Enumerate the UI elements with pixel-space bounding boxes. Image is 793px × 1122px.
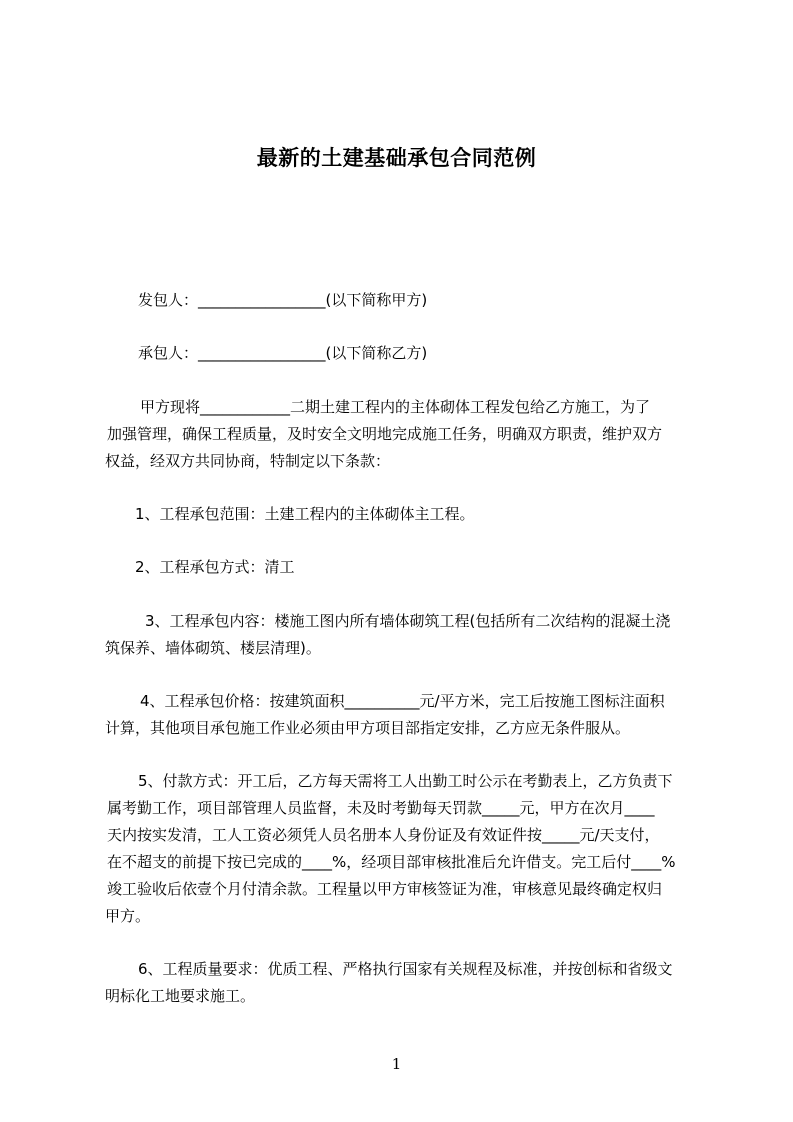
clause-3-line-2: 筑保养、墙体砌筑、楼层清理)。 (105, 639, 321, 657)
clause-6-line-1: 6、工程质量要求：优质工程、严格执行国家有关规程及标准，并按创标和省级文 (138, 960, 673, 978)
intro-line-2: 加强管理，确保工程质量，及时安全文明地完成施工任务，明确双方职责，维护双方 (107, 425, 663, 443)
clause-1: 1、工程承包范围：土建工程内的主体砌体主工程。 (135, 505, 475, 523)
clause-6-line-2: 明标化工地要求施工。 (105, 987, 256, 1005)
clause-5-line-5: 竣工验收后依壹个月付清余款。工程量以甲方审核签证为准，审核意见最终确定权归 (107, 880, 663, 898)
clause-4-line-1: 4、工程承包价格：按建筑面积__________元/平方米，完工后按施工图标注面积 (140, 692, 665, 710)
intro-line-1: 甲方现将____________二期土建工程内的主体砌体工程发包给乙方施工，为了 (140, 398, 651, 416)
clause-5-line-3: 天内按实发清，工人工资必须凭人员名册本人身份证及有效证件按_____元/天支付， (107, 826, 660, 844)
page-title: 最新的土建基础承包合同范例 (256, 146, 537, 170)
clause-4-line-2: 计算，其他项目承包施工作业必须由甲方项目部指定安排，乙方应无条件服从。 (105, 719, 631, 737)
contractor-line: 承包人：_________________(以下简称乙方) (138, 344, 428, 362)
clause-5-line-4: 在不超支的前提下按已完成的____%，经项目部审核批准后允许借支。完工后付____% (107, 853, 676, 871)
clause-2: 2、工程承包方式：清工 (135, 558, 295, 576)
clause-3-line-1: 3、工程承包内容：楼施工图内所有墙体砌筑工程(包括所有二次结构的混凝土浇 (145, 612, 671, 630)
clause-5-line-2: 属考勤工作，项目部管理人员监督，未及时考勤每天罚款_____元，甲方在次月____ (107, 799, 655, 817)
clause-5-line-1: 5、付款方式：开工后，乙方每天需将工人出勤工时公示在考勤表上，乙方负责下 (138, 772, 673, 790)
employer-line: 发包人：_________________(以下简称甲方) (138, 291, 428, 309)
intro-line-3: 权益，经双方共同协商，特制定以下条款： (105, 452, 391, 470)
clause-5-line-6: 甲方。 (105, 907, 151, 925)
page-number: 1 (391, 1055, 402, 1073)
